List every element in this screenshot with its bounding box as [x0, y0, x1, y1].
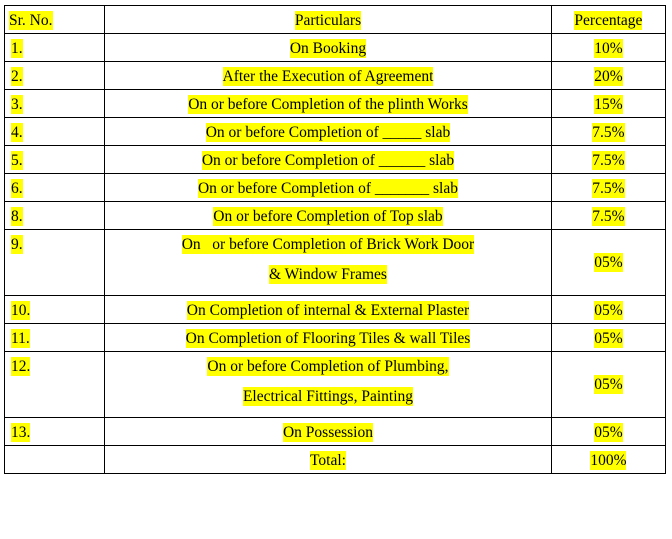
percentage: 05% [594, 376, 623, 393]
particulars: On Possession [282, 424, 373, 441]
payment-schedule-table [4, 5, 666, 474]
table-row [5, 174, 666, 202]
percentage: 7.5% [592, 124, 625, 141]
total-row [5, 446, 666, 474]
particulars-line-2: & Window Frames [269, 266, 387, 283]
particulars-line-1: On or before Completion of Brick Work Door [181, 236, 475, 253]
percentage: 05% [594, 254, 623, 271]
table-row [5, 352, 666, 418]
sr-no: 4. [11, 124, 23, 141]
header-sr-cell [5, 6, 105, 34]
table-row [5, 34, 666, 62]
percentage: 05% [594, 424, 623, 441]
header-particulars-cell [105, 6, 552, 34]
particulars: After the Execution of Agreement [222, 68, 434, 85]
particulars: On or before Completion of Top slab [213, 208, 443, 225]
percentage: 05% [594, 302, 623, 319]
header-row [5, 6, 666, 34]
percentage: 10% [594, 40, 623, 57]
sr-no: 13. [11, 424, 31, 441]
table-row [5, 324, 666, 352]
particulars: On or before Completion of ______ slab [201, 152, 455, 169]
percentage: 20% [594, 68, 623, 85]
total-percentage: 100% [590, 452, 627, 469]
sr-no: 10. [11, 302, 31, 319]
particulars: On Completion of internal & External Plaster [186, 302, 470, 319]
table-row [5, 296, 666, 324]
header-particulars: Particulars [294, 12, 362, 29]
sr-no: 5. [11, 152, 23, 169]
header-percentage: Percentage [574, 12, 643, 29]
sr-no: 12. [11, 358, 31, 375]
sr-no: 9. [11, 236, 23, 253]
particulars-line-2: Electrical Fittings, Painting [242, 388, 413, 405]
particulars: On or before Completion of _______ slab [197, 180, 458, 197]
table-row [5, 230, 666, 296]
percentage: 7.5% [592, 152, 625, 169]
percentage: 7.5% [592, 180, 625, 197]
header-percentage-cell [551, 6, 665, 34]
particulars: On or before Completion of the plinth Works [188, 96, 468, 113]
header-sr-no: Sr. No. [9, 12, 53, 29]
particulars: On or before Completion of _____ slab [205, 124, 451, 141]
total-label: Total: [310, 452, 346, 469]
sr-no: 2. [11, 68, 23, 85]
table-row [5, 418, 666, 446]
sr-no: 1. [11, 40, 23, 57]
sr-no: 11. [11, 330, 30, 347]
sr-no: 6. [11, 180, 23, 197]
sr-no: 3. [11, 96, 23, 113]
percentage: 7.5% [592, 208, 625, 225]
particulars-line-1: On or before Completion of Plumbing, [207, 358, 449, 375]
table-row [5, 146, 666, 174]
sr-no: 8. [11, 208, 23, 225]
percentage: 05% [594, 330, 623, 347]
percentage: 15% [594, 96, 623, 113]
table-row [5, 62, 666, 90]
table-row [5, 118, 666, 146]
table-row [5, 90, 666, 118]
particulars: On Completion of Flooring Tiles & wall Tiles [185, 330, 471, 347]
table-row [5, 202, 666, 230]
particulars: On Booking [289, 40, 367, 57]
